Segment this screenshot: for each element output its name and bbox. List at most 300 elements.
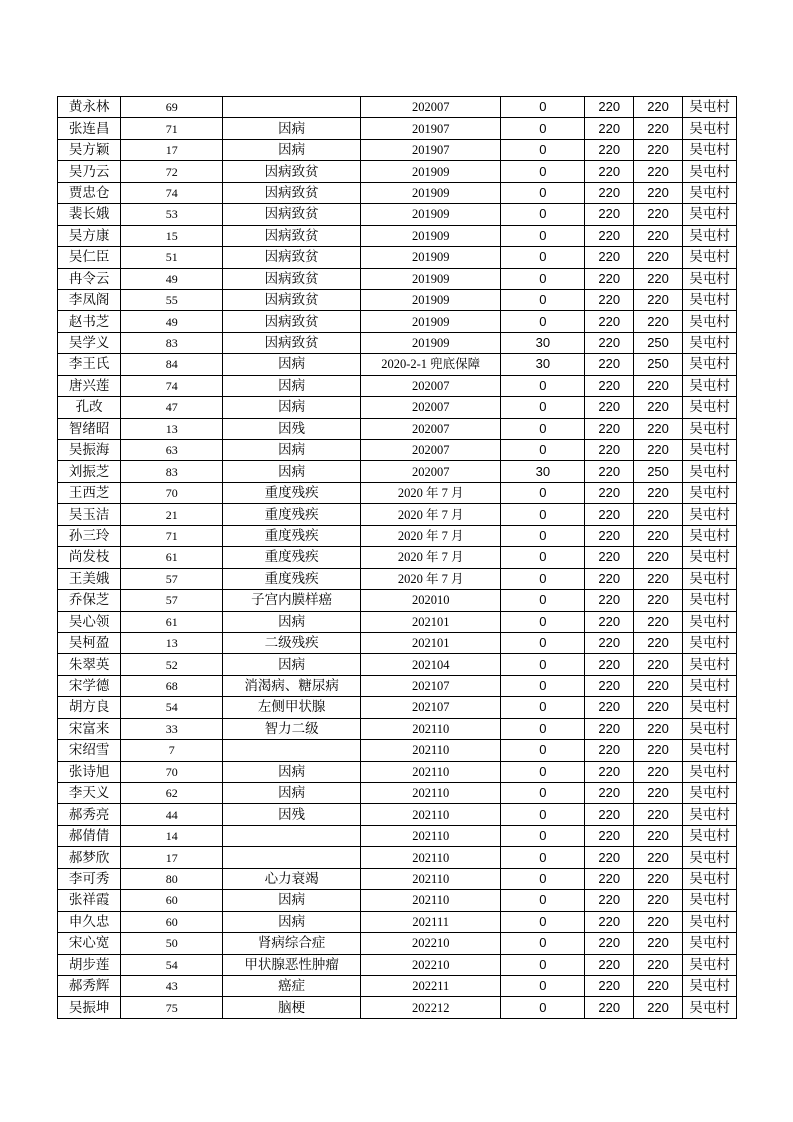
table-row — [58, 332, 737, 353]
village-cell: 吴屯村 — [682, 118, 736, 139]
reason-cell: 重度残疾 — [223, 525, 361, 546]
age-cell: 70 — [121, 482, 223, 503]
name-cell: 宋绍雪 — [58, 740, 121, 761]
base-cell: 220 — [585, 890, 634, 911]
name-cell: 吴仁臣 — [58, 247, 121, 268]
village-cell: 吴屯村 — [682, 418, 736, 439]
village-cell: 吴屯村 — [682, 740, 736, 761]
reason-cell: 甲状腺恶性肿瘤 — [223, 954, 361, 975]
age-cell: 61 — [121, 611, 223, 632]
age-cell: 60 — [121, 890, 223, 911]
table-row — [58, 632, 737, 653]
date-cell: 202007 — [361, 97, 501, 118]
total-cell: 220 — [634, 590, 683, 611]
village-cell: 吴屯村 — [682, 654, 736, 675]
village-cell: 吴屯村 — [682, 911, 736, 932]
name-cell: 胡步莲 — [58, 954, 121, 975]
name-cell: 吴学义 — [58, 332, 121, 353]
age-cell: 75 — [121, 997, 223, 1018]
base-cell: 220 — [585, 225, 634, 246]
total-cell: 220 — [634, 954, 683, 975]
age-cell: 63 — [121, 440, 223, 461]
village-cell: 吴屯村 — [682, 697, 736, 718]
total-cell: 220 — [634, 632, 683, 653]
extra-cell: 0 — [501, 289, 585, 310]
total-cell: 220 — [634, 525, 683, 546]
date-cell: 202110 — [361, 761, 501, 782]
base-cell: 220 — [585, 911, 634, 932]
reason-cell: 因病 — [223, 611, 361, 632]
date-cell: 201909 — [361, 204, 501, 225]
base-cell: 220 — [585, 783, 634, 804]
table-row — [58, 997, 737, 1018]
base-cell: 220 — [585, 761, 634, 782]
total-cell: 220 — [634, 783, 683, 804]
total-cell: 220 — [634, 375, 683, 396]
table-row — [58, 868, 737, 889]
extra-cell: 0 — [501, 675, 585, 696]
age-cell: 13 — [121, 632, 223, 653]
date-cell: 202010 — [361, 590, 501, 611]
date-cell: 202110 — [361, 783, 501, 804]
date-cell: 202007 — [361, 440, 501, 461]
name-cell: 乔保芝 — [58, 590, 121, 611]
total-cell: 220 — [634, 204, 683, 225]
table-row — [58, 118, 737, 139]
table-row — [58, 204, 737, 225]
reason-cell: 肾病综合症 — [223, 933, 361, 954]
base-cell: 220 — [585, 718, 634, 739]
age-cell: 60 — [121, 911, 223, 932]
village-cell: 吴屯村 — [682, 825, 736, 846]
table-row — [58, 247, 737, 268]
extra-cell: 0 — [501, 890, 585, 911]
base-cell: 220 — [585, 975, 634, 996]
reason-cell: 因病 — [223, 783, 361, 804]
table-row — [58, 783, 737, 804]
name-cell: 张诗旭 — [58, 761, 121, 782]
age-cell: 69 — [121, 97, 223, 118]
date-cell: 202104 — [361, 654, 501, 675]
age-cell: 13 — [121, 418, 223, 439]
date-cell: 201909 — [361, 332, 501, 353]
table-row — [58, 354, 737, 375]
extra-cell: 0 — [501, 697, 585, 718]
total-cell: 220 — [634, 847, 683, 868]
base-cell: 220 — [585, 311, 634, 332]
base-cell: 220 — [585, 247, 634, 268]
extra-cell: 0 — [501, 568, 585, 589]
base-cell: 220 — [585, 954, 634, 975]
total-cell: 220 — [634, 440, 683, 461]
name-cell: 唐兴莲 — [58, 375, 121, 396]
reason-cell: 因病致贫 — [223, 204, 361, 225]
name-cell: 贾忠仓 — [58, 182, 121, 203]
total-cell: 220 — [634, 311, 683, 332]
date-cell: 202107 — [361, 675, 501, 696]
date-cell: 2020 年 7 月 — [361, 547, 501, 568]
base-cell: 220 — [585, 118, 634, 139]
total-cell: 220 — [634, 825, 683, 846]
reason-cell: 因病 — [223, 397, 361, 418]
age-cell: 21 — [121, 504, 223, 525]
date-cell: 202007 — [361, 375, 501, 396]
extra-cell: 0 — [501, 868, 585, 889]
table-row — [58, 139, 737, 160]
table-row — [58, 911, 737, 932]
total-cell: 220 — [634, 139, 683, 160]
village-cell: 吴屯村 — [682, 504, 736, 525]
extra-cell: 0 — [501, 440, 585, 461]
date-cell: 202110 — [361, 847, 501, 868]
reason-cell: 子宫内膜样癌 — [223, 590, 361, 611]
reason-cell: 重度残疾 — [223, 482, 361, 503]
date-cell: 202110 — [361, 825, 501, 846]
extra-cell: 0 — [501, 911, 585, 932]
total-cell: 220 — [634, 611, 683, 632]
village-cell: 吴屯村 — [682, 182, 736, 203]
age-cell: 33 — [121, 718, 223, 739]
extra-cell: 0 — [501, 375, 585, 396]
name-cell: 李凤阁 — [58, 289, 121, 310]
base-cell: 220 — [585, 997, 634, 1018]
table-row — [58, 825, 737, 846]
reason-cell: 因病 — [223, 440, 361, 461]
extra-cell: 0 — [501, 504, 585, 525]
total-cell: 220 — [634, 182, 683, 203]
date-cell: 201909 — [361, 311, 501, 332]
village-cell: 吴屯村 — [682, 675, 736, 696]
reason-cell: 因病致贫 — [223, 247, 361, 268]
name-cell: 张连昌 — [58, 118, 121, 139]
age-cell: 84 — [121, 354, 223, 375]
table-row — [58, 975, 737, 996]
age-cell: 71 — [121, 525, 223, 546]
extra-cell: 0 — [501, 268, 585, 289]
age-cell: 52 — [121, 654, 223, 675]
name-cell: 郝秀辉 — [58, 975, 121, 996]
table-row — [58, 675, 737, 696]
name-cell: 吴振坤 — [58, 997, 121, 1018]
date-cell: 202007 — [361, 418, 501, 439]
extra-cell: 0 — [501, 783, 585, 804]
total-cell: 220 — [634, 225, 683, 246]
date-cell: 202111 — [361, 911, 501, 932]
date-cell: 2020 年 7 月 — [361, 568, 501, 589]
age-cell: 57 — [121, 590, 223, 611]
age-cell: 53 — [121, 204, 223, 225]
base-cell: 220 — [585, 847, 634, 868]
total-cell: 220 — [634, 482, 683, 503]
base-cell: 220 — [585, 289, 634, 310]
name-cell: 郝倩倩 — [58, 825, 121, 846]
date-cell: 202210 — [361, 954, 501, 975]
base-cell: 220 — [585, 139, 634, 160]
extra-cell: 0 — [501, 139, 585, 160]
extra-cell: 0 — [501, 718, 585, 739]
total-cell: 250 — [634, 354, 683, 375]
age-cell: 43 — [121, 975, 223, 996]
base-cell: 220 — [585, 482, 634, 503]
total-cell: 220 — [634, 675, 683, 696]
base-cell: 220 — [585, 204, 634, 225]
extra-cell: 30 — [501, 332, 585, 353]
base-cell: 220 — [585, 632, 634, 653]
name-cell: 宋学德 — [58, 675, 121, 696]
age-cell: 7 — [121, 740, 223, 761]
total-cell: 220 — [634, 568, 683, 589]
base-cell: 220 — [585, 161, 634, 182]
table-row — [58, 890, 737, 911]
reason-cell: 因病致贫 — [223, 289, 361, 310]
extra-cell: 0 — [501, 311, 585, 332]
village-cell: 吴屯村 — [682, 997, 736, 1018]
extra-cell: 0 — [501, 804, 585, 825]
date-cell: 2020-2-1 兜底保障 — [361, 354, 501, 375]
reason-cell: 因病致贫 — [223, 225, 361, 246]
age-cell: 80 — [121, 868, 223, 889]
date-cell: 202110 — [361, 868, 501, 889]
extra-cell: 0 — [501, 182, 585, 203]
name-cell: 张祥霞 — [58, 890, 121, 911]
reason-cell: 智力二级 — [223, 718, 361, 739]
date-cell: 202101 — [361, 632, 501, 653]
reason-cell — [223, 847, 361, 868]
village-cell: 吴屯村 — [682, 933, 736, 954]
age-cell: 61 — [121, 547, 223, 568]
total-cell: 220 — [634, 975, 683, 996]
age-cell: 83 — [121, 332, 223, 353]
table-row — [58, 504, 737, 525]
extra-cell: 0 — [501, 418, 585, 439]
total-cell: 220 — [634, 289, 683, 310]
age-cell: 15 — [121, 225, 223, 246]
name-cell: 王西芝 — [58, 482, 121, 503]
village-cell: 吴屯村 — [682, 482, 736, 503]
base-cell: 220 — [585, 375, 634, 396]
age-cell: 74 — [121, 375, 223, 396]
base-cell: 220 — [585, 804, 634, 825]
village-cell: 吴屯村 — [682, 718, 736, 739]
table-row — [58, 525, 737, 546]
name-cell: 李天义 — [58, 783, 121, 804]
extra-cell: 0 — [501, 161, 585, 182]
total-cell: 220 — [634, 804, 683, 825]
extra-cell: 0 — [501, 225, 585, 246]
reason-cell: 因病致贫 — [223, 332, 361, 353]
table-row — [58, 611, 737, 632]
date-cell: 201909 — [361, 268, 501, 289]
total-cell: 220 — [634, 268, 683, 289]
age-cell: 47 — [121, 397, 223, 418]
table-row — [58, 654, 737, 675]
reason-cell: 因病 — [223, 911, 361, 932]
village-cell: 吴屯村 — [682, 332, 736, 353]
village-cell: 吴屯村 — [682, 547, 736, 568]
village-cell: 吴屯村 — [682, 397, 736, 418]
table-row — [58, 761, 737, 782]
reason-cell: 因病 — [223, 375, 361, 396]
total-cell: 220 — [634, 740, 683, 761]
age-cell: 74 — [121, 182, 223, 203]
table-row — [58, 182, 737, 203]
table-row — [58, 225, 737, 246]
village-cell: 吴屯村 — [682, 890, 736, 911]
base-cell: 220 — [585, 97, 634, 118]
village-cell: 吴屯村 — [682, 161, 736, 182]
extra-cell: 0 — [501, 761, 585, 782]
village-cell: 吴屯村 — [682, 847, 736, 868]
total-cell: 220 — [634, 890, 683, 911]
name-cell: 吴玉洁 — [58, 504, 121, 525]
table-body — [58, 97, 737, 1019]
extra-cell: 0 — [501, 825, 585, 846]
extra-cell: 0 — [501, 654, 585, 675]
name-cell: 冉令云 — [58, 268, 121, 289]
base-cell: 220 — [585, 418, 634, 439]
base-cell: 220 — [585, 654, 634, 675]
total-cell: 220 — [634, 504, 683, 525]
age-cell: 51 — [121, 247, 223, 268]
reason-cell: 因病致贫 — [223, 161, 361, 182]
reason-cell: 左侧甲状腺 — [223, 697, 361, 718]
total-cell: 220 — [634, 418, 683, 439]
base-cell: 220 — [585, 504, 634, 525]
date-cell: 202212 — [361, 997, 501, 1018]
village-cell: 吴屯村 — [682, 311, 736, 332]
reason-cell: 消渴病、糖尿病 — [223, 675, 361, 696]
extra-cell: 30 — [501, 461, 585, 482]
reason-cell: 因病致贫 — [223, 268, 361, 289]
extra-cell: 0 — [501, 611, 585, 632]
age-cell: 49 — [121, 311, 223, 332]
date-cell: 202110 — [361, 804, 501, 825]
date-cell: 202107 — [361, 697, 501, 718]
table-row — [58, 933, 737, 954]
total-cell: 220 — [634, 97, 683, 118]
village-cell: 吴屯村 — [682, 783, 736, 804]
table-row — [58, 289, 737, 310]
extra-cell: 0 — [501, 590, 585, 611]
name-cell: 申久忠 — [58, 911, 121, 932]
reason-cell: 癌症 — [223, 975, 361, 996]
reason-cell: 重度残疾 — [223, 568, 361, 589]
base-cell: 220 — [585, 825, 634, 846]
date-cell: 202007 — [361, 397, 501, 418]
village-cell: 吴屯村 — [682, 268, 736, 289]
base-cell: 220 — [585, 740, 634, 761]
base-cell: 220 — [585, 697, 634, 718]
table-row — [58, 697, 737, 718]
table-row — [58, 397, 737, 418]
table-row — [58, 440, 737, 461]
extra-cell: 0 — [501, 933, 585, 954]
extra-cell: 0 — [501, 997, 585, 1018]
total-cell: 220 — [634, 868, 683, 889]
extra-cell: 0 — [501, 954, 585, 975]
extra-cell: 30 — [501, 354, 585, 375]
total-cell: 220 — [634, 933, 683, 954]
base-cell: 220 — [585, 397, 634, 418]
age-cell: 55 — [121, 289, 223, 310]
date-cell: 202110 — [361, 740, 501, 761]
reason-cell: 重度残疾 — [223, 504, 361, 525]
village-cell: 吴屯村 — [682, 97, 736, 118]
name-cell: 朱翠英 — [58, 654, 121, 675]
table-row — [58, 161, 737, 182]
name-cell: 李可秀 — [58, 868, 121, 889]
village-cell: 吴屯村 — [682, 354, 736, 375]
base-cell: 220 — [585, 933, 634, 954]
extra-cell: 0 — [501, 847, 585, 868]
name-cell: 孙三玲 — [58, 525, 121, 546]
reason-cell: 心力衰竭 — [223, 868, 361, 889]
village-cell: 吴屯村 — [682, 461, 736, 482]
age-cell: 68 — [121, 675, 223, 696]
reason-cell — [223, 740, 361, 761]
age-cell: 72 — [121, 161, 223, 182]
name-cell: 吴心领 — [58, 611, 121, 632]
base-cell: 220 — [585, 332, 634, 353]
village-cell: 吴屯村 — [682, 225, 736, 246]
date-cell: 201907 — [361, 139, 501, 160]
name-cell: 胡方良 — [58, 697, 121, 718]
name-cell: 吴柯盈 — [58, 632, 121, 653]
age-cell: 71 — [121, 118, 223, 139]
table-row — [58, 740, 737, 761]
village-cell: 吴屯村 — [682, 804, 736, 825]
name-cell: 郝秀亮 — [58, 804, 121, 825]
base-cell: 220 — [585, 590, 634, 611]
table-row — [58, 590, 737, 611]
reason-cell: 因病 — [223, 118, 361, 139]
name-cell: 刘振芝 — [58, 461, 121, 482]
date-cell: 202007 — [361, 461, 501, 482]
name-cell: 孔改 — [58, 397, 121, 418]
date-cell: 202211 — [361, 975, 501, 996]
table-row — [58, 482, 737, 503]
age-cell: 49 — [121, 268, 223, 289]
age-cell: 83 — [121, 461, 223, 482]
date-cell: 201909 — [361, 289, 501, 310]
age-cell: 54 — [121, 697, 223, 718]
date-cell: 201909 — [361, 247, 501, 268]
table-row — [58, 268, 737, 289]
base-cell: 220 — [585, 525, 634, 546]
village-cell: 吴屯村 — [682, 568, 736, 589]
village-cell: 吴屯村 — [682, 247, 736, 268]
total-cell: 220 — [634, 247, 683, 268]
reason-cell: 因病 — [223, 139, 361, 160]
village-cell: 吴屯村 — [682, 289, 736, 310]
reason-cell: 因病 — [223, 461, 361, 482]
name-cell: 宋富来 — [58, 718, 121, 739]
name-cell: 宋心宽 — [58, 933, 121, 954]
extra-cell: 0 — [501, 975, 585, 996]
reason-cell: 因病 — [223, 890, 361, 911]
base-cell: 220 — [585, 354, 634, 375]
name-cell: 吴振海 — [58, 440, 121, 461]
date-cell: 2020 年 7 月 — [361, 482, 501, 503]
table-row — [58, 418, 737, 439]
total-cell: 220 — [634, 997, 683, 1018]
reason-cell — [223, 97, 361, 118]
total-cell: 220 — [634, 697, 683, 718]
table-row — [58, 847, 737, 868]
table-row — [58, 804, 737, 825]
total-cell: 220 — [634, 161, 683, 182]
date-cell: 2020 年 7 月 — [361, 504, 501, 525]
